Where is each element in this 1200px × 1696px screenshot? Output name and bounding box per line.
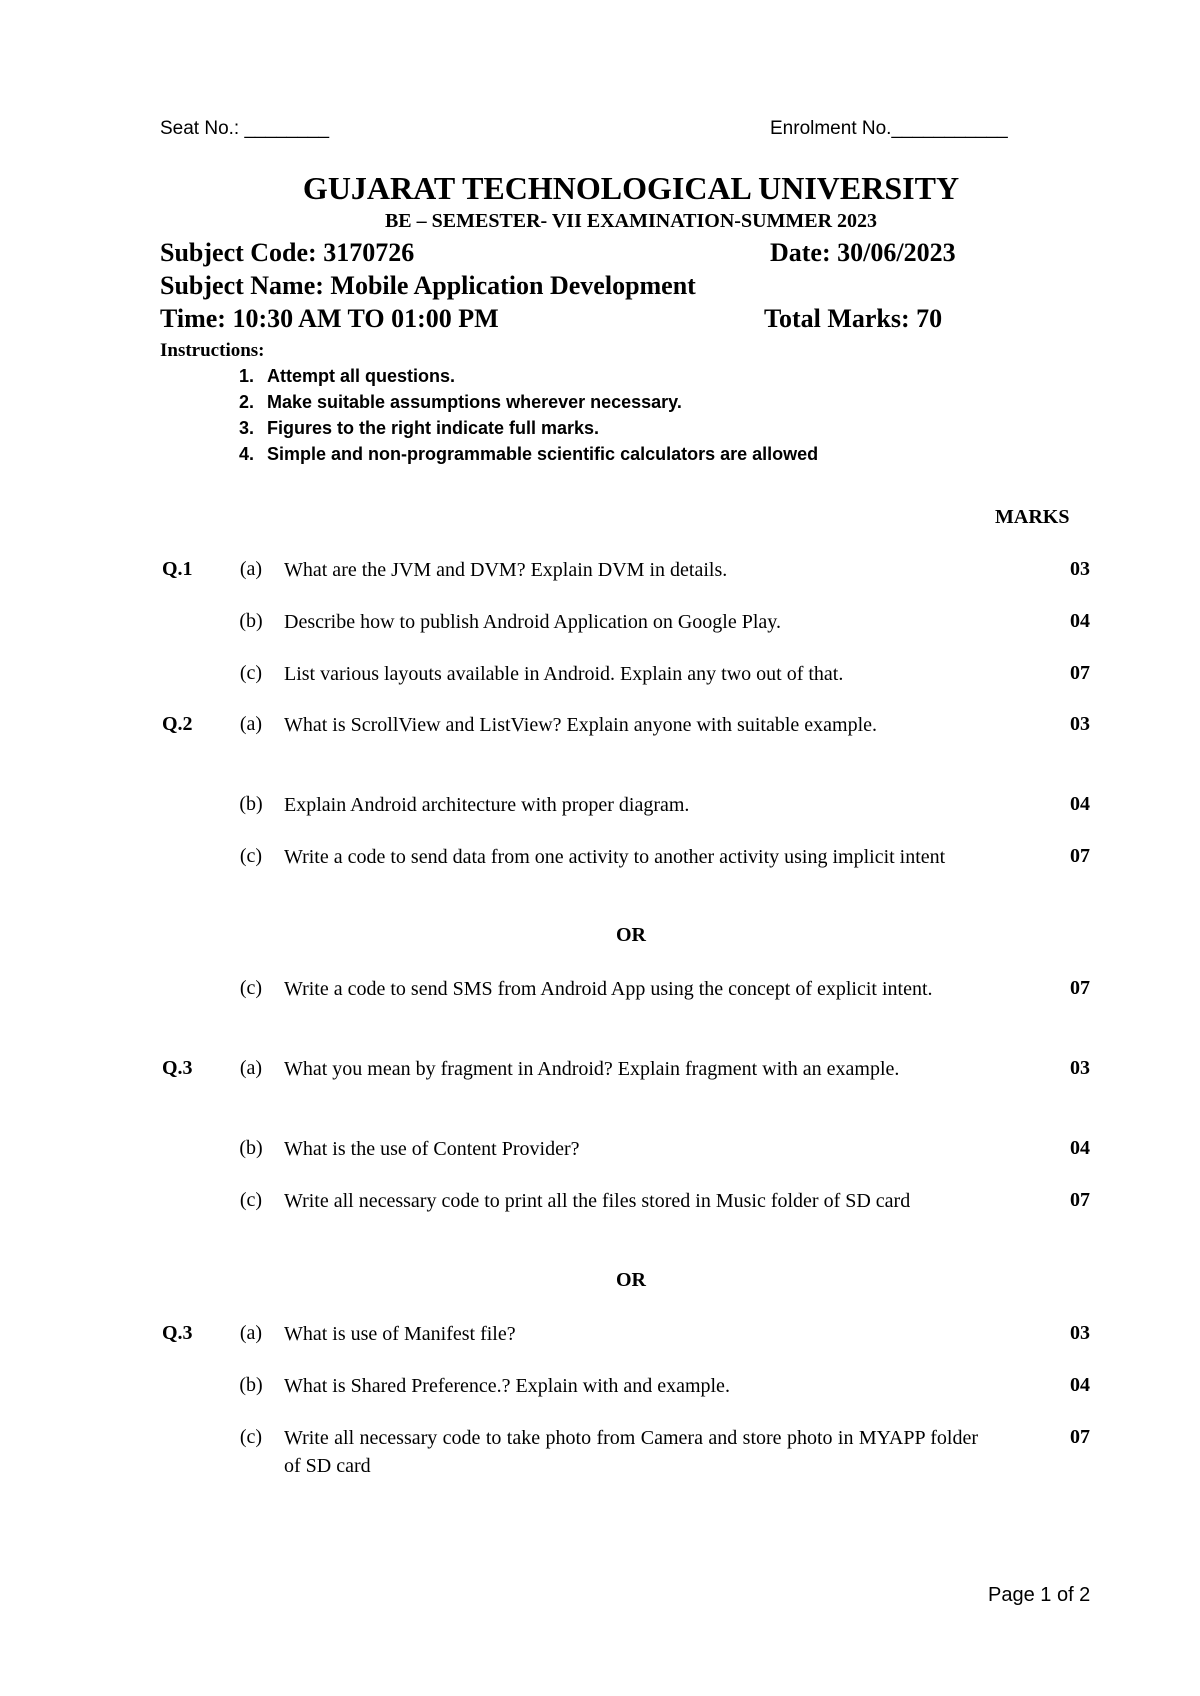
question-part: (a) — [239, 713, 263, 735]
question-marks: 04 — [1070, 610, 1090, 632]
instruction-item — [230, 418, 1130, 442]
question-marks: 03 — [1070, 1057, 1090, 1079]
exam-time: Time: 10:30 AM TO 01:00 PM — [160, 304, 499, 333]
exam-date: Date: 30/06/2023 — [770, 238, 956, 267]
question-number: Q.3 — [162, 1057, 193, 1079]
question-part: (a) — [239, 1057, 263, 1079]
instruction-number: 2. — [238, 392, 254, 412]
instruction-text: Figures to the right indicate full marks. — [267, 418, 600, 438]
question-marks: 04 — [1070, 793, 1090, 815]
question-part: (b) — [239, 610, 263, 632]
instruction-text: Simple and non-programmable scientific calculators are allowed — [267, 444, 819, 464]
question-part: (c) — [239, 1189, 263, 1211]
question-marks: 03 — [1070, 1322, 1090, 1344]
instructions-title: Instructions: — [160, 340, 265, 361]
question-marks: 07 — [1070, 1426, 1090, 1448]
instruction-number: 4. — [238, 444, 254, 464]
total-marks: Total Marks: 70 — [764, 304, 943, 333]
question-marks: 04 — [1070, 1137, 1090, 1159]
question-text: Describe how to publish Android Application on Google Play. — [284, 611, 781, 633]
question-marks: 07 — [1070, 1189, 1090, 1211]
question-text: Write all necessary code to take photo from Camera and store photo in MYAPP folder of SD card — [284, 1427, 978, 1477]
question-part: (b) — [239, 1137, 263, 1159]
question-part: (a) — [239, 1322, 263, 1344]
instruction-text: Attempt all questions. — [267, 366, 456, 386]
or-separator: OR — [616, 924, 646, 946]
question-text: What are the JVM and DVM? Explain DVM in details. — [284, 559, 728, 581]
question-part: (a) — [239, 558, 263, 580]
question-part: (c) — [239, 977, 263, 999]
question-text: What is use of Manifest file? — [284, 1323, 516, 1345]
question-marks: 04 — [1070, 1374, 1090, 1396]
seat-no-field: Seat No.: ________ — [160, 118, 330, 139]
question-marks: 07 — [1070, 977, 1090, 999]
question-part: (c) — [239, 845, 263, 867]
question-marks: 07 — [1070, 845, 1090, 867]
question-part: (c) — [239, 1426, 263, 1448]
question-part: (c) — [239, 662, 263, 684]
question-text: Write a code to send SMS from Android App using the concept of explicit intent. — [284, 978, 933, 1000]
question-number: Q.2 — [162, 713, 193, 735]
question-marks: 07 — [1070, 662, 1090, 684]
question-text: Write all necessary code to print all the files stored in Music folder of SD card — [284, 1190, 911, 1212]
question-text: What is ScrollView and ListView? Explain anyone with suitable example. — [284, 714, 877, 736]
question-number: Q.1 — [162, 558, 193, 580]
instruction-number: 3. — [238, 418, 254, 438]
question-text: Explain Android architecture with proper diagram. — [284, 794, 690, 816]
question-text: Write a code to send data from one activity to another activity using implicit intent — [284, 846, 946, 868]
question-part: (b) — [239, 793, 263, 815]
instruction-text: Make suitable assumptions wherever necessary. — [267, 392, 682, 412]
question-text: What is Shared Preference.? Explain with and example. — [284, 1375, 730, 1397]
instruction-item — [230, 366, 1130, 390]
instruction-item — [230, 444, 1130, 468]
question-text: What you mean by fragment in Android? Explain fragment with an example. — [284, 1058, 900, 1080]
page-number: Page 1 of 2 — [988, 1584, 1091, 1606]
university-title: GUJARAT TECHNOLOGICAL UNIVERSITY — [302, 170, 960, 206]
question-marks: 03 — [1070, 558, 1090, 580]
instruction-number: 1. — [238, 366, 254, 386]
question-text: List various layouts available in Android. Explain any two out of that. — [284, 663, 844, 685]
subject-name: Subject Name: Mobile Application Development — [160, 271, 696, 300]
exam-title: BE – SEMESTER- VII EXAMINATION-SUMMER 2023 — [384, 210, 878, 232]
marks-column-heading: MARKS — [995, 506, 1070, 528]
question-text: What is the use of Content Provider? — [284, 1138, 580, 1160]
question-marks: 03 — [1070, 713, 1090, 735]
subject-code: Subject Code: 3170726 — [160, 238, 415, 267]
or-separator: OR — [616, 1269, 646, 1291]
question-number: Q.3 — [162, 1322, 193, 1344]
enrolment-no-field: Enrolment No.___________ — [770, 118, 1008, 139]
question-part: (b) — [239, 1374, 263, 1396]
instruction-item — [230, 392, 1130, 416]
